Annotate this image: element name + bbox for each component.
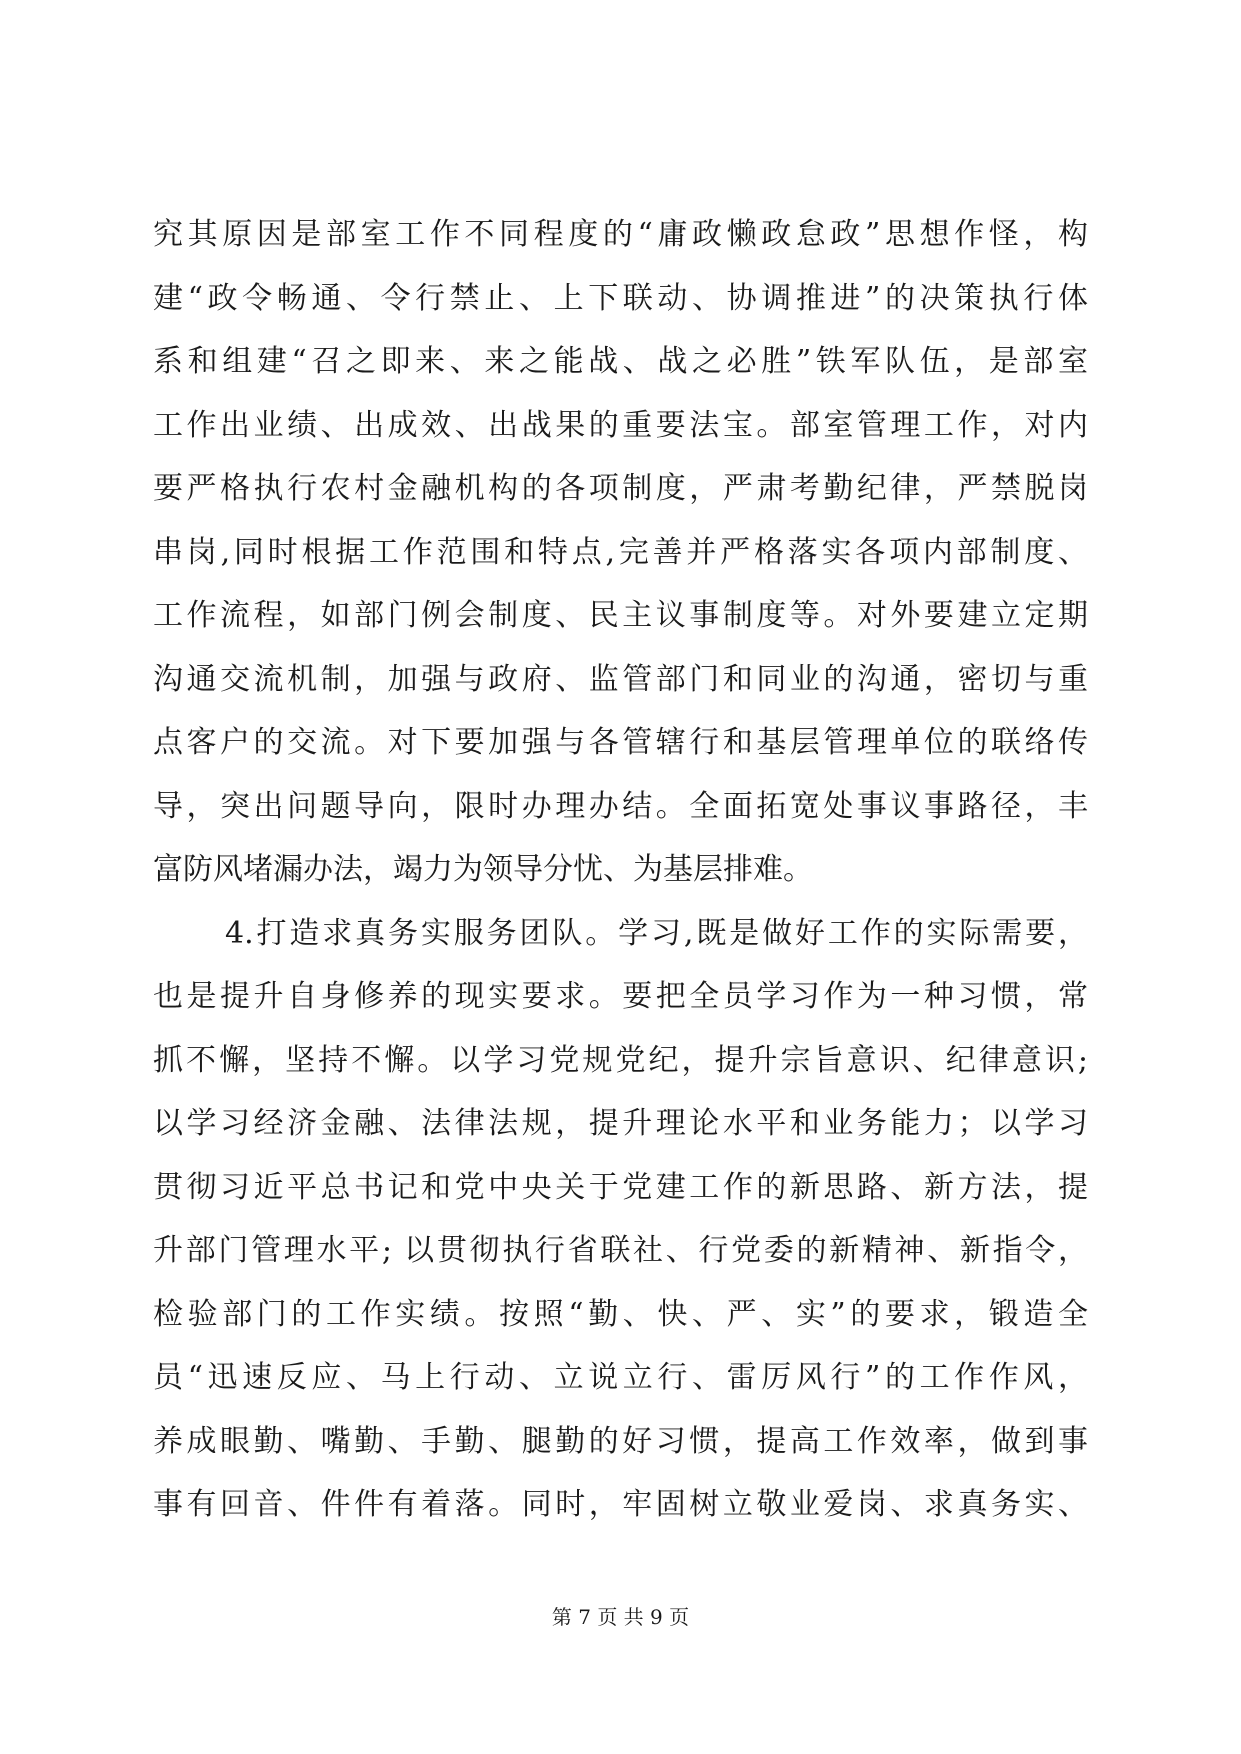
- paragraph-line: 升部门管理水平; 以贯彻执行省联社、行党委的新精神、新指令，: [153, 1233, 1088, 1268]
- paragraph-line: 工作流程，如部门例会制度、民主议事制度等。对外要建立定期: [153, 598, 1088, 633]
- paragraph-line: 点客户的交流。对下要加强与各管辖行和基层管理单位的联络传: [153, 725, 1088, 760]
- paragraph-line: 贯彻习近平总书记和党中央关于党建工作的新思路、新方法，提: [153, 1170, 1088, 1205]
- paragraph-line: 系和组建“召之即来、来之能战、战之必胜”铁军队伍，是部室: [153, 344, 1088, 379]
- paragraph-line: 也是提升自身修养的现实要求。要把全员学习作为一种习惯，常: [153, 979, 1088, 1014]
- paragraph-line: 检验部门的工作实绩。按照“勤、快、严、实”的要求，锻造全: [153, 1297, 1088, 1332]
- paragraph-line: 抓不懈，坚持不懈。以学习党规党纪，提升宗旨意识、纪律意识;: [153, 1043, 1088, 1078]
- paragraph-line: 建“政令畅通、令行禁止、上下联动、协调推进”的决策执行体: [153, 281, 1088, 316]
- paragraph-line: 导，突出问题导向，限时办理办结。全面拓宽处事议事路径，丰: [153, 789, 1088, 824]
- paragraph-line: 以学习经济金融、法律法规，提升理论水平和业务能力；以学习: [153, 1106, 1088, 1141]
- paragraph-line: 究其原因是部室工作不同程度的“庸政懒政怠政”思想作怪，构: [153, 217, 1088, 252]
- paragraph-line: 工作出业绩、出成效、出战果的重要法宝。部室管理工作，对内: [153, 408, 1088, 443]
- paragraph-line: 员“迅速反应、马上行动、立说立行、雷厉风行”的工作作风，: [153, 1360, 1088, 1395]
- paragraph-line: 4.打造求真务实服务团队。学习,既是做好工作的实际需要，: [225, 916, 1088, 951]
- page-number-footer: 第 7 页 共 9 页: [551, 1605, 690, 1629]
- paragraph-line: 要严格执行农村金融机构的各项制度，严肃考勤纪律，严禁脱岗: [153, 471, 1088, 506]
- paragraph-line: 养成眼勤、嘴勤、手勤、腿勤的好习惯，提高工作效率，做到事: [153, 1424, 1088, 1459]
- paragraph-line: 串岗,同时根据工作范围和特点,完善并严格落实各项内部制度、: [153, 535, 1088, 570]
- paragraph-line: 沟通交流机制，加强与政府、监管部门和同业的沟通，密切与重: [153, 662, 1088, 697]
- paragraph-line: 富防风堵漏办法，竭力为领导分忧、为基层排难。: [153, 852, 813, 887]
- paragraph-line: 事有回音、件件有着落。同时，牢固树立敬业爱岗、求真务实、: [153, 1487, 1088, 1522]
